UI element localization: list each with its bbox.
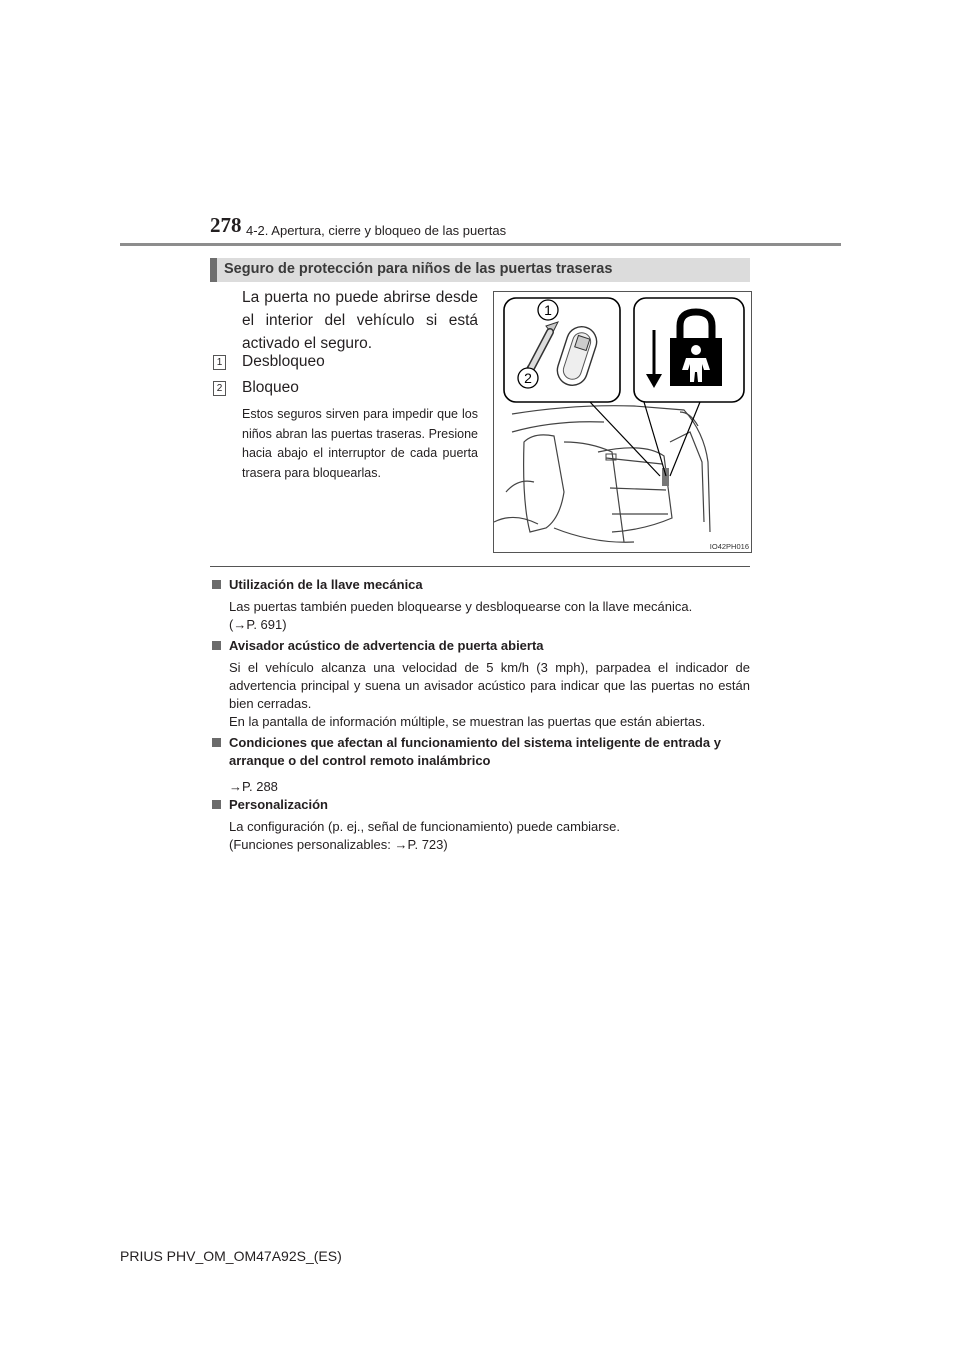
child-lock-drawing (494, 292, 751, 552)
info-heading: Personalización (212, 796, 750, 814)
list-label-lock: Bloqueo (242, 379, 299, 396)
info-item-smart-entry-conditions (212, 734, 750, 796)
bullet-square-icon (212, 738, 221, 747)
section-title: Seguro de protección para niños de las puertas traseras (224, 261, 613, 277)
info-body: Las puertas también pueden bloquearse y desbloquearse con la llave mecánica. (→P. 691) (229, 599, 693, 632)
callout-1: 1 (544, 302, 552, 318)
list-number-2: 2 (213, 381, 226, 396)
child-lock-illustration (493, 291, 752, 553)
child-icon (691, 345, 701, 355)
section-heading-bar (210, 258, 750, 282)
document-code: PRIUS PHV_OM_OM47A92S_(ES) (120, 1248, 342, 1264)
info-heading: Utilización de la llave mecánica (212, 576, 750, 594)
list-label-unlock: Desbloqueo (242, 353, 325, 370)
info-body: La configuración (p. ej., señal de funcionamiento) puede cambiarse. (Funciones personalizables: →P. 723) (229, 819, 620, 852)
callout-2: 2 (524, 370, 532, 386)
bullet-square-icon (212, 580, 221, 589)
section-heading-tab (210, 258, 217, 282)
info-item-mechanical-key (212, 576, 750, 634)
list-number-1: 1 (213, 355, 226, 370)
page-number: 278 (210, 213, 242, 237)
info-body: →P. 288 (229, 779, 278, 794)
info-body: Si el vehículo alcanza una velocidad de 5 km/h (3 mph), parpadea el indicador de advertencia principal y suena un avisador acústico para indicar que las puertas no están bien cerradas. En la pantalla de información múltiple, se muestran las puertas que están abiertas. (229, 660, 750, 729)
section-note: Estos seguros sirven para impedir que los niños abran las puertas traseras. Presione hacia abajo el interruptor de cada puerta trasera para bloquearlas. (242, 407, 478, 480)
bullet-square-icon (212, 800, 221, 809)
info-item-door-warning (212, 637, 750, 731)
chapter-title: 4-2. Apertura, cierre y bloqueo de las puertas (246, 223, 507, 238)
info-heading: Condiciones que afectan al funcionamiento del sistema inteligente de entrada y arranque o del control remoto inalámbrico (212, 734, 750, 770)
header-rule (120, 243, 841, 246)
info-heading: Avisador acústico de advertencia de puerta abierta (212, 637, 750, 655)
section-divider (210, 566, 750, 567)
figure-code: IO42PH016 (709, 542, 749, 551)
bullet-square-icon (212, 641, 221, 650)
section-intro: La puerta no puede abrirse desde el interior del vehículo si está activado el seguro. (242, 289, 478, 352)
info-item-customization (212, 796, 750, 854)
